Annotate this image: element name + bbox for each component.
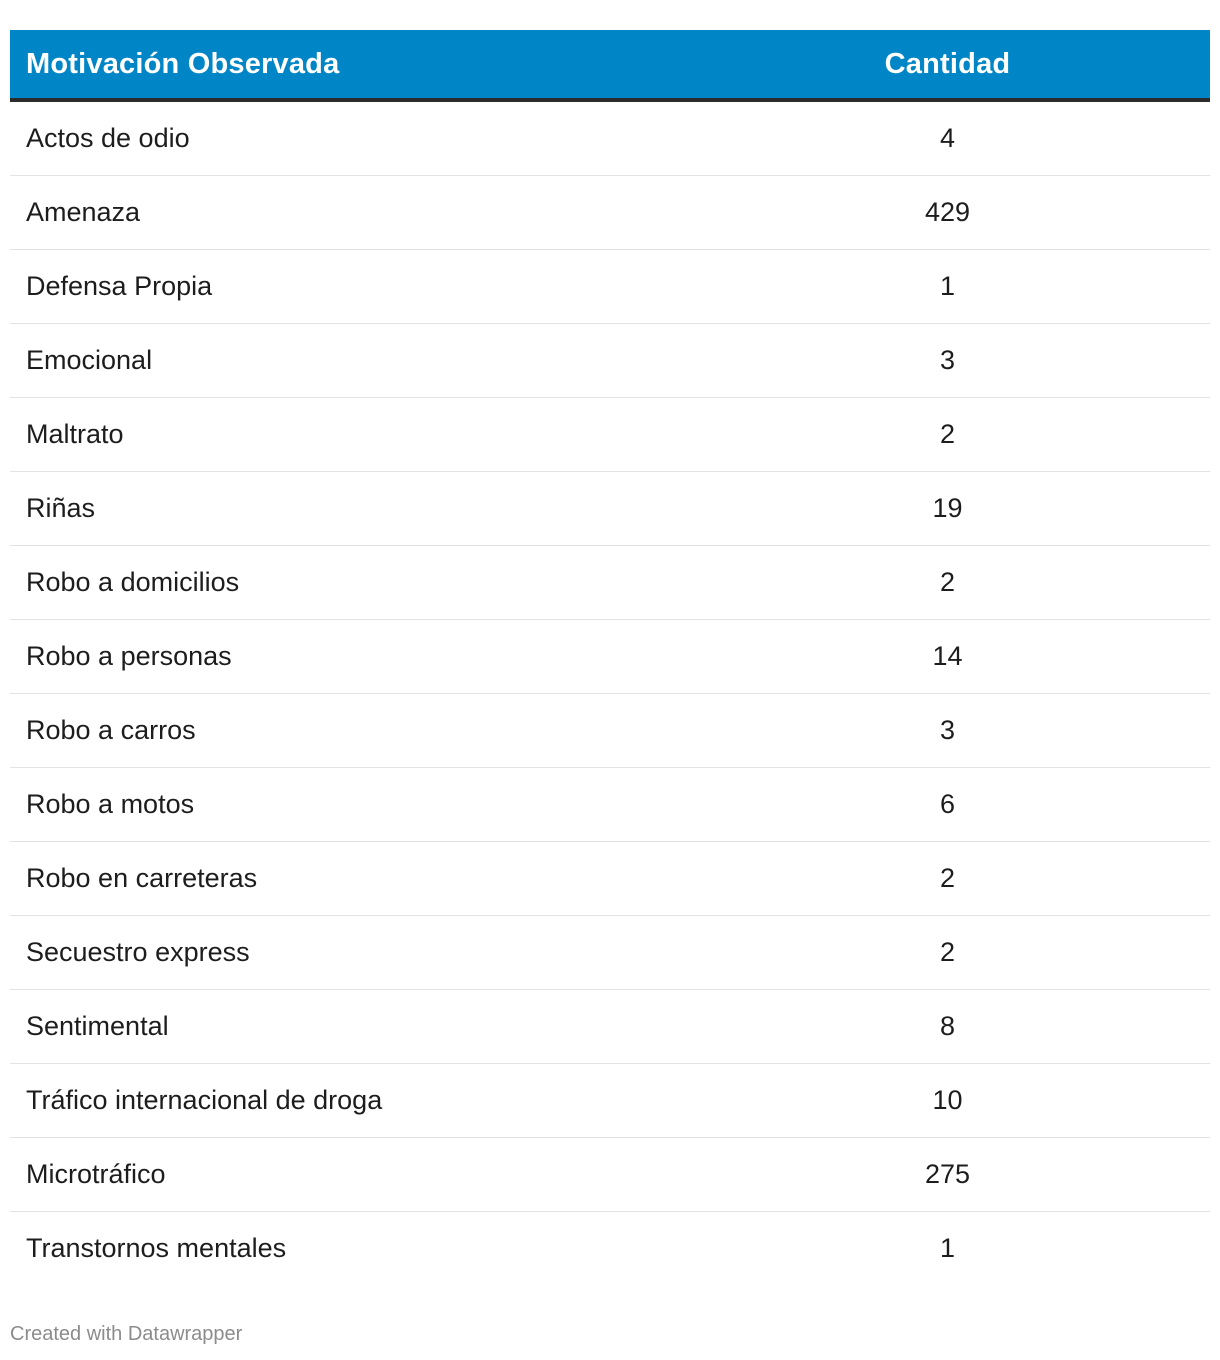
column-header-cantidad: Cantidad: [884, 47, 1011, 80]
table-header: [10, 30, 1210, 102]
row-value: 6: [939, 789, 956, 819]
row-value: 2: [939, 419, 956, 449]
row-value: 2: [939, 567, 956, 597]
table-row: [10, 250, 1210, 324]
row-label: Actos de odio: [26, 123, 190, 153]
row-value: 19: [932, 493, 963, 523]
table-row: [10, 694, 1210, 768]
row-value: 429: [924, 197, 971, 227]
row-label: Transtornos mentales: [26, 1233, 287, 1263]
table-row: [10, 472, 1210, 546]
table-row: [10, 102, 1210, 176]
row-value: 2: [939, 863, 956, 893]
row-value: 2: [939, 937, 956, 967]
table-row: [10, 546, 1210, 620]
data-table: [10, 30, 1210, 1285]
table-row: [10, 916, 1210, 990]
row-label: Robo a motos: [26, 789, 195, 819]
table-body: [10, 102, 1210, 1285]
row-label: Amenaza: [26, 197, 141, 227]
row-label: Robo a personas: [26, 641, 232, 671]
row-value: 3: [939, 345, 956, 375]
row-label: Robo a domicilios: [26, 567, 240, 597]
row-value: 1: [939, 271, 956, 301]
row-label: Secuestro express: [26, 937, 250, 967]
table-row: [10, 842, 1210, 916]
row-value: 8: [939, 1011, 956, 1041]
table-row: [10, 990, 1210, 1064]
row-value: 4: [939, 123, 956, 153]
row-value: 1: [939, 1233, 956, 1263]
row-label: Riñas: [26, 493, 96, 523]
column-header-motivacion: Motivación Observada: [26, 47, 340, 80]
row-label: Emocional: [26, 345, 153, 375]
table-row: [10, 398, 1210, 472]
table-row: [10, 768, 1210, 842]
row-value: 3: [939, 715, 956, 745]
table-row: [10, 1212, 1210, 1285]
row-label: Maltrato: [26, 419, 124, 449]
row-label: Microtráfico: [26, 1159, 166, 1189]
datawrapper-credit: Created with Datawrapper: [10, 1323, 243, 1345]
row-label: Sentimental: [26, 1011, 169, 1041]
table-row: [10, 324, 1210, 398]
table-row: [10, 620, 1210, 694]
row-label: Robo en carreteras: [26, 863, 258, 893]
table-row: [10, 1138, 1210, 1212]
row-label: Tráfico internacional de droga: [26, 1085, 383, 1115]
row-value: 10: [932, 1085, 963, 1115]
row-value: 14: [932, 641, 963, 671]
row-label: Defensa Propia: [26, 271, 213, 301]
row-label: Robo a carros: [26, 715, 196, 745]
table-row: [10, 176, 1210, 250]
table-row: [10, 1064, 1210, 1138]
row-value: 275: [924, 1159, 971, 1189]
